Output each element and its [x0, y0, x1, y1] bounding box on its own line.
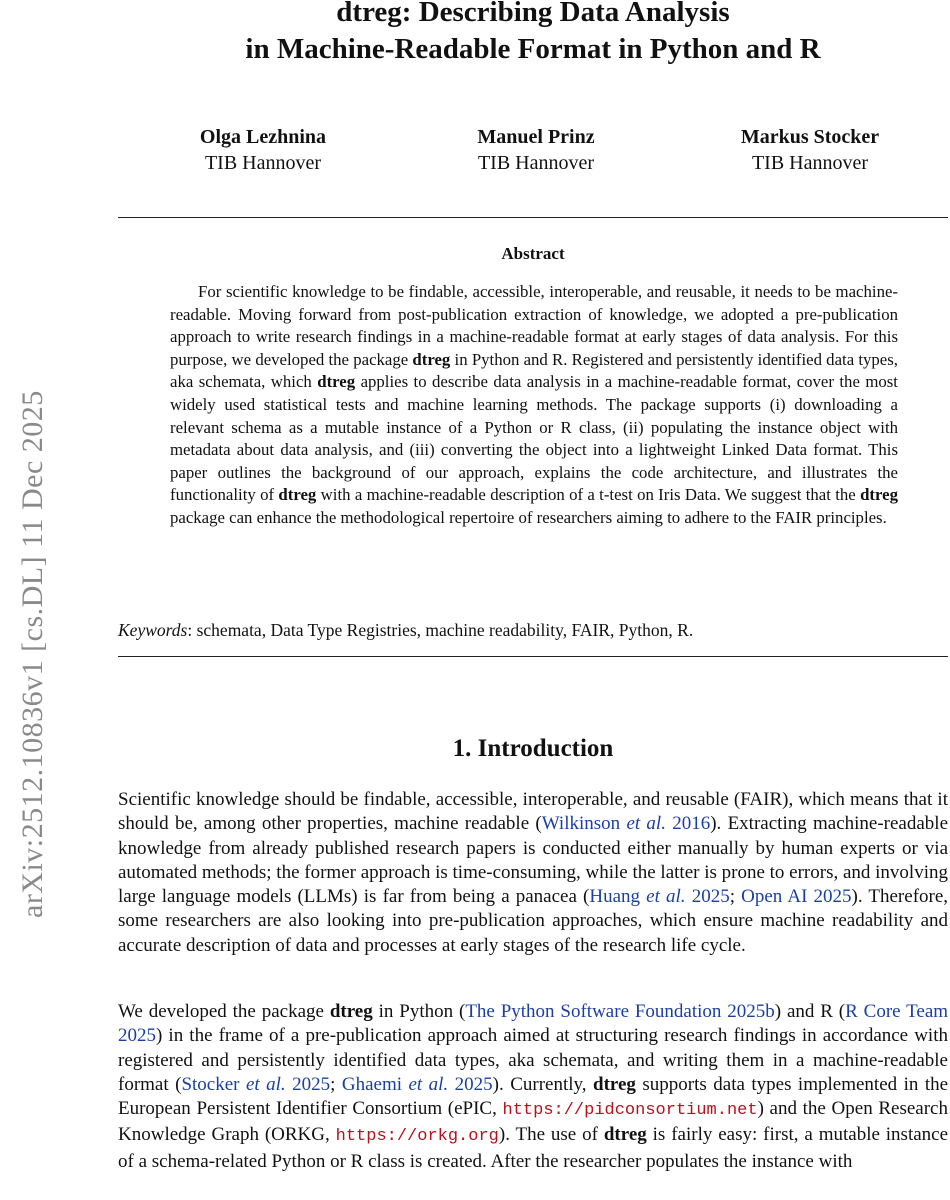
citation-link[interactable]: [181, 1074, 330, 1095]
text: ) and the Open Research Knowledge Graph (ORKG,: [118, 1098, 948, 1146]
cite-author: Wilkinson: [541, 813, 621, 835]
text: We developed the package: [118, 1001, 324, 1022]
text: ) in the frame of a pre-publication approach aimed at structuring research findings in accordance with registered and persistently identified data types, aka schemata, and writing them in a machine-readable format (: [118, 1025, 948, 1095]
text: in Python (: [378, 1001, 466, 1022]
text: supports data types implemented in the European Persistent Identifier Consortium (ePIC,: [118, 1073, 949, 1120]
package-name: dtreg: [603, 1124, 647, 1146]
citation-link[interactable]: [589, 886, 729, 907]
author-1: [153, 124, 373, 176]
abstract-text-4: with a machine-readable description of a t-test on Iris Data. We suggest that the: [320, 485, 856, 505]
arxiv-identifier: arXiv:2512.10836v1 [cs.DL] 11 Dec 2025: [16, 390, 49, 918]
cite-etal: et al.: [626, 813, 666, 835]
package-name: dtreg: [412, 349, 451, 369]
package-name: dtreg: [329, 1001, 373, 1022]
package-name: dtreg: [278, 485, 317, 505]
intro-paragraph-2: [118, 1000, 948, 1174]
text: ). Currently,: [492, 1073, 587, 1095]
package-name: dtreg: [860, 485, 898, 505]
abstract-text-3: applies to describe data analysis in a machine-readable format, cover the most widely used statistical tests and machine learning methods. The package supports (i) downloading a relevant schema as a mutable instance of a Python or R class, (ii) populating the instance object with metadata about data analysis, and (iii) converting the object into a lightweight Linked Data format. This paper outlines the background of our approach, explains the code architecture, and illustrates the functionality of: [170, 372, 898, 505]
abstract-heading: Abstract: [501, 244, 565, 263]
cite-year: 2025: [691, 886, 730, 908]
text: is fairly easy: first, a mutable instance of a schema-related Python or R class is created. After the researcher populates the instance with: [118, 1124, 949, 1172]
text: ;: [330, 1073, 336, 1095]
package-name: dtreg: [317, 372, 356, 392]
citation-link[interactable]: Open AI 2025: [741, 886, 852, 908]
citation-link[interactable]: [342, 1074, 493, 1095]
title-line-1: dtreg: Describing Data Analysis: [336, 0, 730, 28]
citation-link[interactable]: The Python Software Foundation 2025b: [465, 1001, 775, 1022]
cite-etal: et al.: [646, 886, 686, 908]
abstract-text-2: in Python and R. Registered and persistently identified data types, aka schemata, which: [170, 349, 898, 392]
paper-title: [118, 0, 948, 68]
section-title: 1. Introduction: [452, 735, 614, 762]
keywords: [118, 620, 948, 641]
author-3: [700, 124, 920, 176]
text: ) and R (: [774, 1001, 846, 1022]
cite-year: 2025: [292, 1073, 331, 1095]
author-2: [426, 124, 646, 176]
author-name: Olga Lezhnina: [199, 126, 327, 148]
cite-author: Ghaemi: [341, 1073, 403, 1095]
text: ;: [729, 886, 735, 908]
cite-etal: et al.: [408, 1073, 449, 1095]
cite-author: Huang: [589, 886, 641, 908]
author-affiliation: TIB Hannover: [477, 152, 595, 174]
cite-year: 2025: [454, 1073, 493, 1095]
top-rule: [118, 217, 948, 218]
text: Scientific knowledge should be findable, accessible, interoperable, and reusable (FAIR), which means that it should be, among other properties, machine readable (: [118, 789, 948, 835]
abstract-text-1: For scientific knowledge to be findable, accessible, interoperable, and reusable, it needs to be machine-readable. Moving forward from post-publication extraction of knowledge, we adopted a pre-publication approach to write research findings in a machine-readable format at early stages of data analysis. For this purpose, we developed the package: [170, 282, 898, 369]
abstract-body: [170, 281, 898, 530]
intro-paragraph-1: [118, 788, 948, 958]
cite-etal: et al.: [245, 1073, 286, 1095]
text: ). The use of: [498, 1124, 598, 1146]
package-name: dtreg: [593, 1073, 636, 1095]
url-link[interactable]: https://pidconsortium.net: [502, 1101, 758, 1121]
citation-link[interactable]: [542, 813, 710, 834]
bottom-rule: [118, 656, 948, 657]
keywords-label: Keywords: [118, 620, 188, 640]
keywords-text: : schemata, Data Type Registries, machine readability, FAIR, Python, R.: [187, 620, 694, 640]
text: ). Extracting machine-readable knowledge from already published research papers is conducted either manually by human experts or via automated methods; the former approach is time-consuming, while the latter is prone to errors, and involving large language models (LLMs) is far from being a panacea (: [118, 813, 949, 908]
citation-link[interactable]: R Core Team 2025: [118, 1001, 949, 1047]
url-link[interactable]: https://orkg.org: [335, 1127, 499, 1147]
arxiv-sidebar: [0, 0, 70, 1200]
author-name: Markus Stocker: [740, 126, 880, 148]
title-line-2: in Machine-Readable Format in Python and R: [245, 33, 821, 65]
author-name: Manuel Prinz: [477, 126, 595, 148]
cite-year: 2016: [672, 813, 711, 835]
text: ). Therefore, some researchers are also looking into pre-publication approaches, which ensure machine readability and accurate description of data and processes at early stages of the research life cycle.: [118, 886, 949, 956]
cite-author: Stocker: [181, 1073, 240, 1095]
author-affiliation: TIB Hannover: [204, 152, 322, 174]
author-affiliation: TIB Hannover: [751, 152, 869, 174]
abstract-text-5: package can enhance the methodological repertoire of researchers aiming to adhere to the FAIR principles.: [170, 507, 887, 527]
